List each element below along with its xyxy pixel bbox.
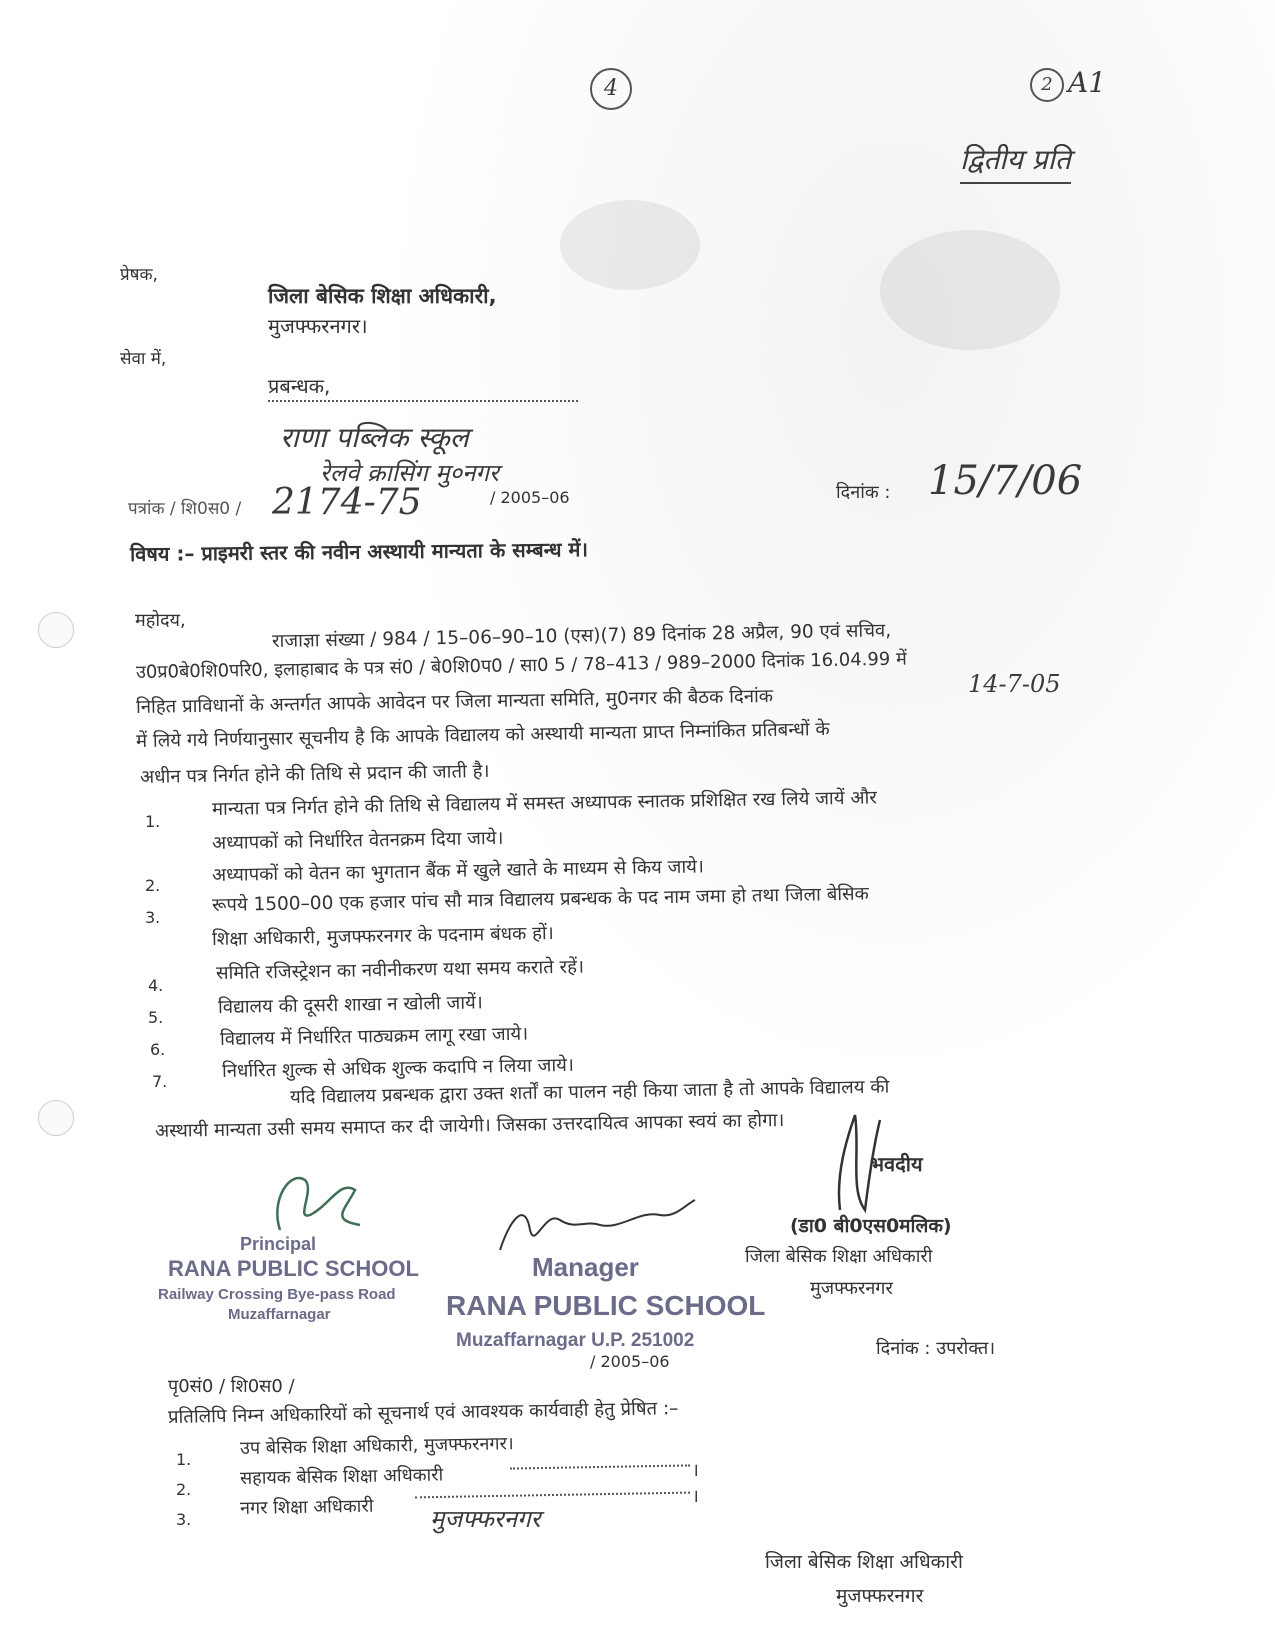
closing-line: अस्थायी मान्यता उसी समय समाप्त कर दी जायेगी। जिसका उत्तरदायित्व आपका स्वयं का होगा। bbox=[154, 1110, 785, 1142]
recipient-label: सेवा में, bbox=[120, 349, 167, 369]
copy-item-end-mark: । bbox=[692, 1486, 699, 1507]
scan-smudge bbox=[560, 200, 700, 290]
copy-item-dotted-line bbox=[415, 1492, 690, 1499]
salutation: महोदय, bbox=[135, 610, 186, 631]
page-number-circle: 4 bbox=[590, 68, 632, 110]
sender-office: जिला बेसिक शिक्षा अधिकारी, bbox=[268, 284, 497, 308]
body-line: अधीन पत्र निर्गत होने की तिथि से प्रदान की जाती है। bbox=[139, 760, 490, 788]
principal-stamp-address: Railway Crossing Bye-pass Road bbox=[158, 1286, 396, 1303]
scan-smudge bbox=[880, 230, 1060, 350]
recipient-dotted-line bbox=[268, 400, 578, 402]
manager-signature bbox=[490, 1190, 700, 1260]
subject-line: विषय :– प्राइमरी स्तर की नवीन अस्थायी मान्यता के सम्बन्ध में। bbox=[129, 537, 589, 566]
copy-ref: पृ0सं0 / शि0स0 / bbox=[168, 1376, 295, 1397]
meeting-date-handwritten: 14-7-05 bbox=[968, 670, 1061, 698]
letter-ref-prefix: पत्रांक / शि0स0 / bbox=[128, 499, 242, 519]
condition-number: 1. bbox=[145, 812, 161, 831]
body-line: निहित प्राविधानों के अन्तर्गत आपके आवेदन पर जिला मान्यता समिति, मु0नगर की बैठक दिनांक bbox=[135, 685, 774, 718]
condition-number: 4. bbox=[148, 976, 164, 995]
ref-mark: A1 bbox=[1068, 66, 1107, 99]
copy-item-text: नगर शिक्षा अधिकारी bbox=[239, 1495, 374, 1519]
principal-stamp-school: RANA PUBLIC SCHOOL bbox=[168, 1256, 419, 1281]
condition-text: मान्यता पत्र निर्गत होने की तिथि से विद्यालय में समस्त अध्यापक स्नातक प्रशिक्षित रख लिये जायें और bbox=[211, 787, 878, 820]
manager-stamp-school: RANA PUBLIC SCHOOL bbox=[446, 1290, 766, 1321]
condition-number: 2. bbox=[145, 876, 161, 895]
body-line: उ0प्र0बे0शि0परि0, इलाहाबाद के पत्र सं0 / बे0शि0प0 / सा0 5 / 78–413 / 989–2000 दिनांक 16.04.99 में bbox=[135, 648, 907, 683]
condition-number: 6. bbox=[150, 1040, 166, 1059]
condition-text: अध्यापकों को निर्धारित वेतनक्रम दिया जाये। bbox=[211, 827, 504, 854]
condition-text: निर्धारित शुल्क से अधिक शुल्क कदापि न लिया जाये। bbox=[221, 1054, 575, 1082]
copy-item-number: 2. bbox=[176, 1480, 192, 1499]
condition-text: रूपये 1500–00 एक हजार पांच सौ मात्र विद्यालय प्रबन्धक के पद नाम जमा हो तथा जिला बेसिक bbox=[211, 883, 869, 916]
copy-item-text: उप बेसिक शिक्षा अधिकारी, मुजफ्फरनगर। bbox=[239, 1433, 514, 1459]
condition-text: विद्यालय की दूसरी शाखा न खोली जायें। bbox=[217, 992, 484, 1018]
principal-stamp-role: Principal bbox=[240, 1234, 317, 1254]
sender-label: प्रेषक, bbox=[120, 265, 158, 285]
closing-line: यदि विद्यालय प्रबन्धक द्वारा उक्त शर्तों का पालन नही किया जाता है तो आपके विद्यालय की bbox=[289, 1076, 890, 1108]
principal-stamp-city: Muzaffarnagar bbox=[228, 1306, 331, 1323]
footer-officer-title: जिला बेसिक शिक्षा अधिकारी bbox=[765, 1551, 963, 1573]
date-label: दिनांक : bbox=[836, 482, 891, 503]
copy-item-number: 3. bbox=[176, 1510, 192, 1529]
recipient-title: प्रबन्धक, bbox=[268, 374, 331, 398]
ref-circle: 2 bbox=[1030, 68, 1064, 102]
punch-hole bbox=[38, 1100, 74, 1136]
footer-officer-place: मुजफ्फरनगर bbox=[836, 1585, 924, 1607]
condition-number: 3. bbox=[145, 908, 161, 927]
copy-item-number: 1. bbox=[176, 1450, 192, 1469]
date-handwritten: 15/7/06 bbox=[928, 458, 1083, 504]
recipient-handwritten-name: राणा पब्लिक स्कूल bbox=[280, 421, 469, 454]
manager-stamp-role: Manager bbox=[532, 1252, 639, 1282]
condition-number: 7. bbox=[152, 1072, 168, 1091]
bhavdiya: भवदीय bbox=[870, 1152, 923, 1176]
officer-place: मुजफ्फरनगर bbox=[810, 1278, 893, 1299]
principal-signature bbox=[260, 1160, 370, 1240]
copy-item-text: सहायक बेसिक शिक्षा अधिकारी bbox=[239, 1464, 444, 1489]
officer-title: जिला बेसिक शिक्षा अधिकारी bbox=[745, 1246, 933, 1267]
copy-ref-year: / 2005–06 bbox=[590, 1352, 670, 1371]
copy-note-handwritten: द्वितीय प्रति bbox=[960, 140, 1071, 184]
officer-date-line: दिनांक : उपरोक्त। bbox=[876, 1338, 996, 1359]
condition-number: 5. bbox=[148, 1008, 164, 1027]
letter-ref-handwritten-number: 2174-75 bbox=[272, 482, 422, 523]
officer-name: (डा0 बी0एस0मलिक) bbox=[790, 1215, 952, 1237]
copy-intro: प्रतिलिपि निम्न अधिकारियों को सूचनार्थ एवं आवश्यक कार्यवाही हेतु प्रेषित :– bbox=[167, 1398, 679, 1428]
body-line: राजाज्ञा संख्या / 984 / 15–06–90–10 (एस)(7) 89 दिनांक 28 अप्रैल, 90 एवं सचिव, bbox=[271, 620, 892, 652]
condition-text: समिति रजिस्ट्रेशन का नवीनीकरण यथा समय कराते रहें। bbox=[215, 956, 585, 984]
condition-text: विद्यालय में निर्धारित पाठ्यक्रम लागू रखा जाये। bbox=[219, 1023, 529, 1050]
copy-item-dotted-line bbox=[510, 1464, 690, 1469]
copy-item-handwritten: मुजफ्फरनगर bbox=[430, 1505, 541, 1533]
condition-text: शिक्षा अधिकारी, मुजफ्फरनगर के पदनाम बंधक हों। bbox=[211, 923, 554, 950]
letter-ref-year: / 2005–06 bbox=[490, 488, 570, 507]
punch-hole bbox=[38, 612, 74, 648]
recipient-handwritten-address: रेलवे क्रासिंग मु०नगर bbox=[320, 459, 499, 487]
body-line: में लिये गये निर्णयानुसार सूचनीय है कि आपके विद्यालय को अस्थायी मान्यता प्राप्त निम्नांकित प्रतिबन्धों के bbox=[135, 718, 830, 752]
condition-text: अध्यापकों को वेतन का भुगतान बैंक में खुले खाते के माध्यम से किय जाये। bbox=[211, 856, 705, 886]
manager-stamp-address: Muzaffarnagar U.P. 251002 bbox=[456, 1330, 695, 1351]
copy-item-end-mark: । bbox=[692, 1460, 699, 1481]
sender-place: मुजफ्फरनगर। bbox=[268, 314, 368, 338]
